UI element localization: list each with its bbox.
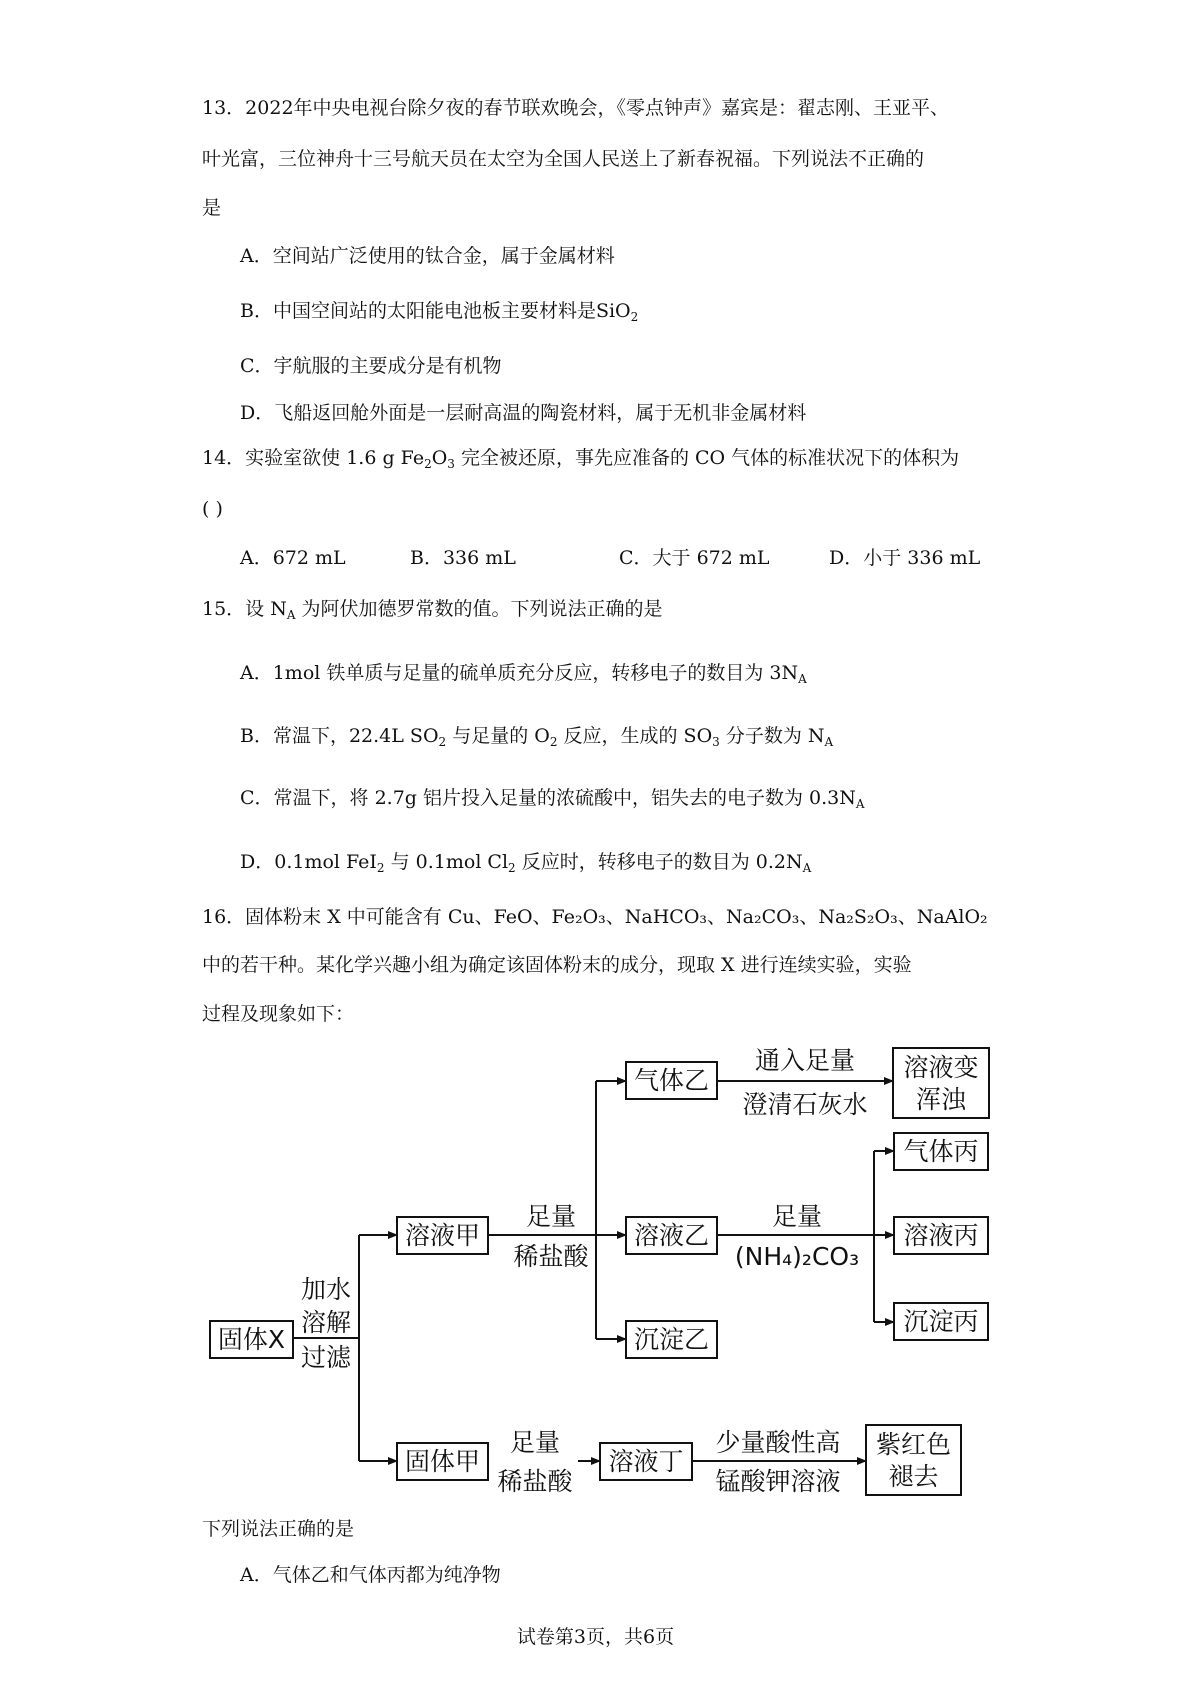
svg-text:溶液丙: 溶液丙 (903, 1221, 979, 1250)
svg-text:气体丙: 气体丙 (903, 1137, 979, 1166)
q13-option-c: C．宇航服的主要成分是有机物 (240, 355, 502, 377)
q15-option-c: C．常温下，将 2.7g 铝片投入足量的浓硫酸中，铝失去的电子数为 $0.3N_A$ (240, 787, 865, 811)
svg-text:足量: 足量 (525, 1202, 577, 1231)
box-precipitate-yi (626, 1321, 717, 1358)
label-limewater (742, 1046, 867, 1119)
svg-text:溶液丁: 溶液丁 (608, 1447, 684, 1476)
q14-option-a: A．672 mL (240, 547, 346, 569)
svg-text:澄清石灰水: 澄清石灰水 (742, 1090, 868, 1119)
q16-option-a: A．气体乙和气体丙都为纯净物 (240, 1564, 501, 1586)
svg-text:紫红色: 紫红色 (875, 1430, 952, 1459)
svg-text:通入足量: 通入足量 (754, 1046, 856, 1075)
svg-text:溶解: 溶解 (300, 1308, 352, 1337)
svg-text:溶液甲: 溶液甲 (404, 1221, 481, 1250)
svg-text:足量: 足量 (771, 1202, 823, 1231)
svg-text:固体X: 固体X (217, 1325, 286, 1354)
q15-option-d: D．0.1mol FeI$_2$ 与 0.1mol $Cl_2$ 反应时，转移电子的数目为 $0.2N_A$ (240, 851, 812, 875)
box-solid-x (210, 1321, 293, 1358)
svg-text:沉淀乙: 沉淀乙 (633, 1325, 710, 1354)
svg-text:稀盐酸: 稀盐酸 (497, 1467, 573, 1496)
box-solution-turbid (893, 1048, 989, 1118)
q16-stem-line2: 中的若干种。某化学兴趣小组为确定该固体粉末的成分，现取 X 进行连续实验，实验 (202, 954, 912, 976)
label-dissolve-filter (301, 1275, 352, 1372)
svg-text:溶液变: 溶液变 (903, 1053, 979, 1082)
svg-text:少量酸性高: 少量酸性高 (715, 1428, 841, 1457)
svg-text:褪去: 褪去 (888, 1462, 939, 1491)
q15-option-b: B．常温下，22.4L $SO_2$ 与足量的 $O_2$ 反应，生成的 $SO_3$ 分子数为 $N_A$ (240, 725, 834, 749)
q14-option-d: D．小于 336 mL (829, 547, 981, 569)
svg-text:沉淀丙: 沉淀丙 (903, 1307, 979, 1336)
q13-stem-line3: 是 (202, 197, 222, 219)
q13-option-a: A．空间站广泛使用的钛合金，属于金属材料 (240, 245, 615, 267)
label-excess-hcl-lower (497, 1428, 573, 1496)
box-solution-jia (397, 1217, 488, 1254)
svg-text:加水: 加水 (300, 1275, 352, 1304)
box-solution-ding (600, 1443, 692, 1480)
svg-text:足量: 足量 (509, 1428, 561, 1457)
q15-option-a: A．1mol 铁单质与足量的硫单质充分反应，转移电子的数目为 $3N_A$ (240, 662, 807, 686)
svg-text:浑浊: 浑浊 (915, 1085, 967, 1114)
svg-text:过滤: 过滤 (300, 1343, 352, 1372)
diagram-connectors (293, 1081, 894, 1461)
q16-stem-line3: 过程及现象如下： (202, 1003, 355, 1025)
q13-stem-line1: 13．2022年中央电视台除夕夜的春节联欢晚会，《零点钟声》嘉宾是：翟志刚、王亚平、 (202, 97, 950, 119)
q14-stem-line2: ( ) (202, 498, 223, 520)
q13-option-b: B．中国空间站的太阳能电池板主要材料是SiO$_2$ (240, 300, 639, 324)
q14-option-c: C．大于 672 mL (619, 547, 770, 569)
svg-text:锰酸钾溶液: 锰酸钾溶液 (715, 1467, 841, 1496)
svg-text:(NH₄)₂CO₃: (NH₄)₂CO₃ (734, 1242, 860, 1271)
q16-stem-line1: 16．固体粉末 X 中可能含有 Cu、FeO、Fe₂O₃、NaHCO₃、Na₂CO₃、Na₂S₂O₃、NaAlO₂ (202, 906, 988, 928)
q14-option-b: B．336 mL (410, 547, 516, 569)
box-gas-yi (626, 1062, 717, 1099)
page-footer: 试卷第3页，共6页 (516, 1626, 675, 1648)
svg-text:稀盐酸: 稀盐酸 (513, 1242, 589, 1271)
q13-option-d: D．飞船返回舱外面是一层耐高温的陶瓷材料，属于无机非金属材料 (240, 402, 807, 424)
label-ammonium-carbonate (735, 1202, 859, 1271)
box-solid-jia (397, 1443, 488, 1480)
box-gas-bing (894, 1133, 988, 1170)
box-color-fades (866, 1425, 961, 1495)
svg-text:溶液乙: 溶液乙 (633, 1221, 710, 1250)
q14-stem-line1: 14．实验室欲使 1.6 g $Fe_2O_3$ 完全被还原，事先应准备的 CO 气体的标准状况下的体积为 (202, 447, 960, 471)
q15-stem: 15．设 $N_A$ 为阿伏加德罗常数的值。下列说法正确的是 (202, 598, 663, 622)
q13-stem-line2: 叶光富，三位神舟十三号航天员在太空为全国人民送上了新春祝福。下列说法不正确的 (202, 148, 925, 170)
q16-after-diagram: 下列说法正确的是 (202, 1518, 355, 1540)
box-precipitate-bing (894, 1303, 988, 1340)
svg-text:气体乙: 气体乙 (633, 1066, 710, 1095)
box-solution-yi (626, 1217, 717, 1254)
box-solution-bing (894, 1217, 988, 1254)
label-excess-hcl-upper (513, 1202, 589, 1271)
svg-text:固体甲: 固体甲 (404, 1447, 481, 1476)
